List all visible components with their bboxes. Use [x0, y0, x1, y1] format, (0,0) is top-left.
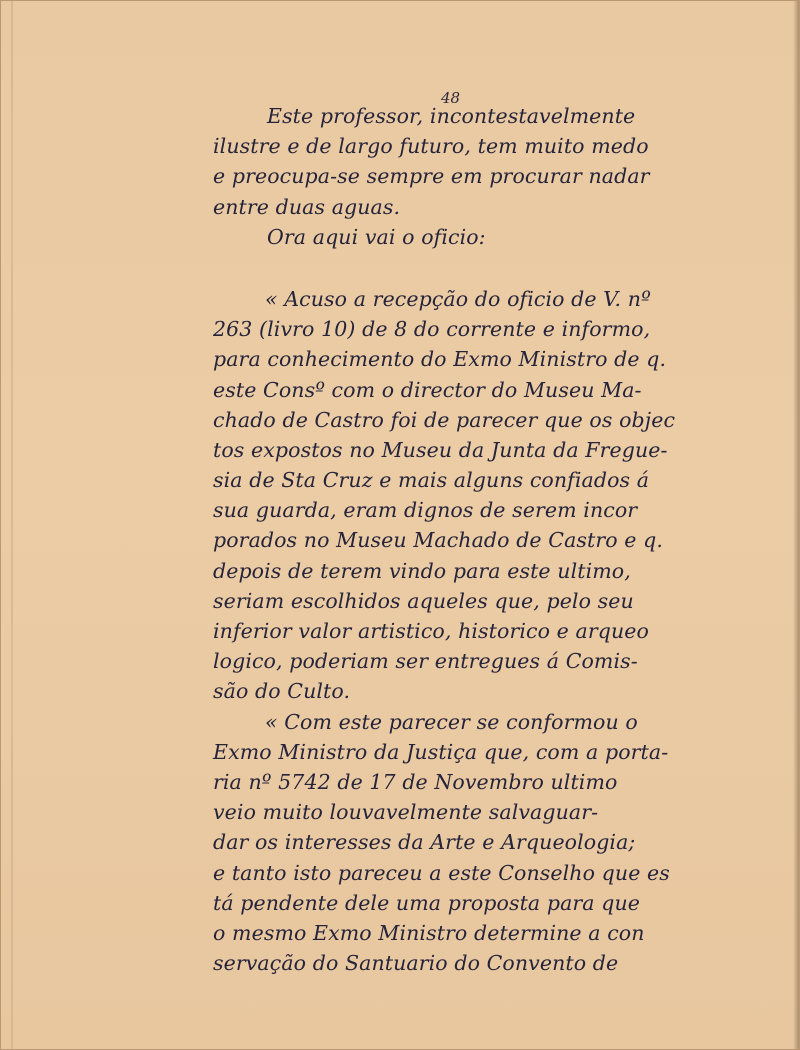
text-line: sua guarda, eram dignos de serem incor [213, 498, 638, 523]
text-line: Ora aqui vai o oficio: [267, 224, 486, 249]
text-line: o mesmo Exmo Ministro determine a con [213, 920, 645, 945]
text-line: porados no Museu Machado de Castro e q. [213, 528, 663, 553]
text-line: e preocupa-se sempre em procurar nadar [213, 164, 650, 189]
text-line: para conhecimento do Exmo Ministro de q. [213, 347, 667, 372]
text-line: ilustre e de largo futuro, tem muito medo [213, 134, 649, 159]
page-number: 48 [441, 89, 461, 107]
text-line: « Acuso a recepção do oficio de V. nº [265, 286, 651, 311]
text-line: sia de Sta Cruz e mais alguns confiados á [213, 468, 650, 493]
text-line: tos expostos no Museu da Junta da Fregue- [213, 437, 668, 462]
text-line: logico, poderiam ser entregues á Comis- [213, 649, 638, 674]
text-line: servação do Santuario do Convento de [213, 951, 619, 976]
text-line: e tanto isto pareceu a este Conselho que es [213, 860, 670, 885]
text-line: são do Culto. [213, 679, 351, 704]
text-line: « Com este parecer se conformou o [265, 709, 638, 734]
text-line: chado de Castro foi de parecer que os objec [213, 407, 676, 432]
text-line: depois de terem vindo para este ultimo, [213, 558, 631, 583]
text-line: inferior valor artistico, historico e arqueo [213, 619, 649, 643]
text-line: veio muito louvavelmente salvaguar- [213, 800, 599, 825]
paragraph-gap [213, 252, 693, 284]
text-line: ria nº 5742 de 17 de Novembro ultimo [213, 769, 618, 794]
text-line: 263 (livro 10) de 8 do corrente e informo, [213, 317, 651, 342]
text-line: tá pendente dele uma proposta para que [213, 890, 640, 915]
text-line: seriam escolhidos aqueles que, pelo seu [213, 588, 634, 613]
text-line: entre duas aguas. [213, 194, 401, 219]
text-line: dar os interesses da Arte e Arqueologia; [213, 830, 636, 855]
text-line: Exmo Ministro da Justiça que, com a porta- [213, 739, 669, 764]
text-line: este Consº com o director do Museu Ma- [213, 377, 642, 402]
handwritten-text-block [213, 101, 693, 978]
text-line: Este professor, incontestavelmente [267, 104, 636, 128]
